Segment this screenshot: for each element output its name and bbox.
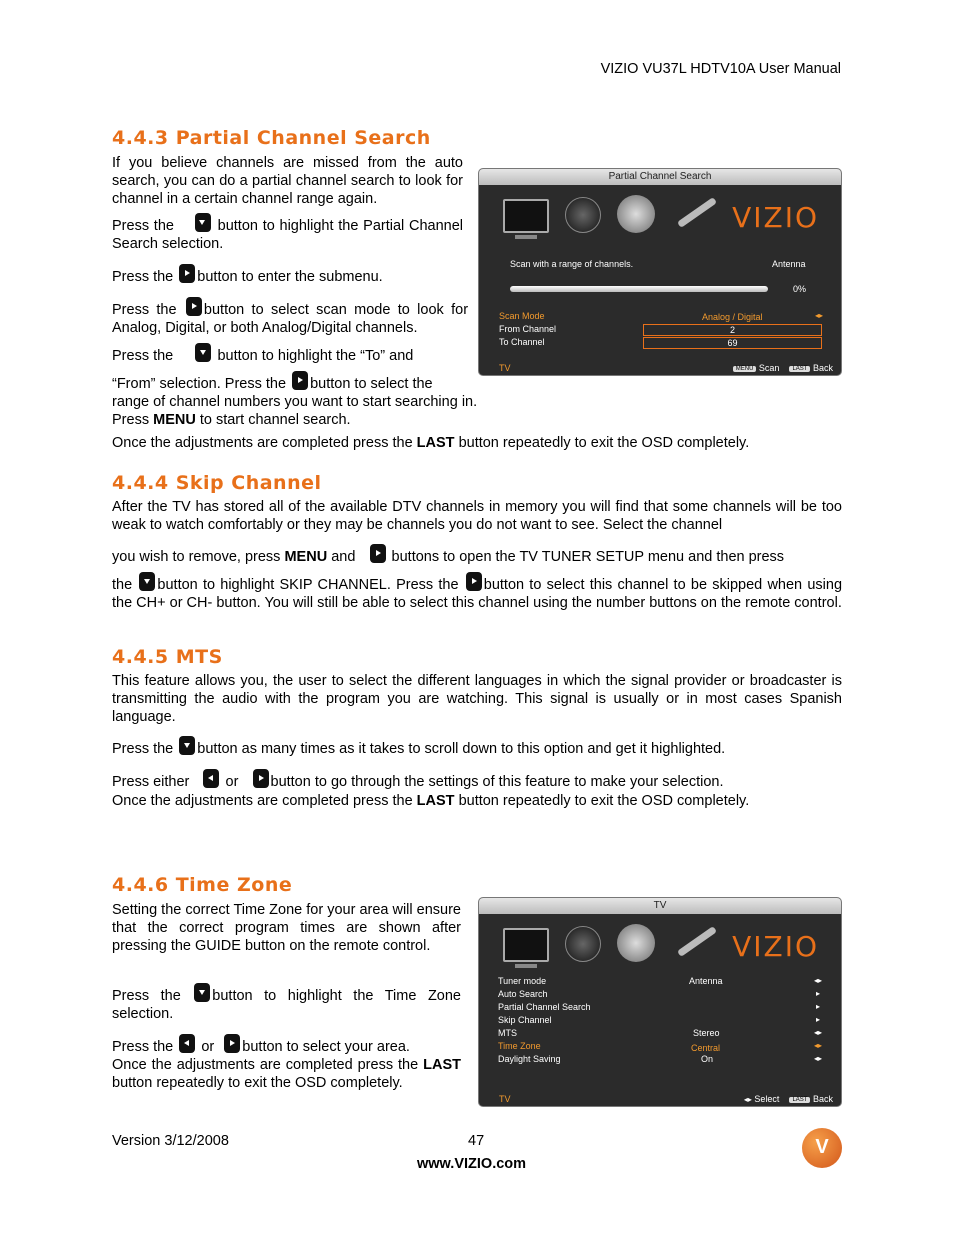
text: MENU	[153, 412, 196, 428]
paragraph	[112, 1056, 461, 1092]
to-channel-label: To Channel	[499, 337, 545, 347]
section-heading-partial-channel-search: 4.4.3 Partial Channel Search	[112, 127, 431, 149]
text: button repeatedly to exit the OSD completely.	[458, 793, 750, 809]
text: Once the adjustments are completed press the	[112, 435, 413, 451]
page-number: 47	[468, 1133, 485, 1149]
text: button as many times as it takes to scroll down to this option and get it highlighted.	[197, 741, 726, 757]
down-arrow-button-icon	[195, 213, 211, 232]
text: button to go through the settings of this feature to make your selection.	[270, 774, 724, 790]
osd-footer-hints	[744, 1094, 833, 1104]
text: LAST	[423, 1057, 461, 1073]
text: you wish to remove, press	[112, 549, 281, 565]
paragraph	[112, 792, 842, 810]
scan-description: Scan with a range of channels.	[510, 259, 634, 269]
text: Press the	[112, 741, 174, 757]
vizio-logo: VIZIO	[732, 930, 819, 963]
wrench-icon	[677, 926, 717, 957]
text: the	[112, 577, 133, 593]
osd-partial-channel-search-screenshot	[478, 168, 842, 376]
paragraph: Setting the correct Time Zone for your area will ensure that the correct program times are shown after pressing the GUIDE button on the remote control.	[112, 902, 461, 954]
left-right-arrows-icon: ◂▸	[815, 311, 824, 320]
osd-title: TV	[479, 898, 841, 914]
paragraph: After the TV has stored all of the available DTV channels in memory you will find that some channels will be too weak to watch comfortably or they may be channels you do not want to see. Select the channel	[112, 499, 842, 533]
text: “From” selection. Press the	[112, 376, 287, 392]
paragraph	[112, 572, 842, 612]
menu-item-label-selected: Time Zone	[498, 1041, 541, 1051]
menu-item-value: Antenna	[689, 976, 723, 986]
text: button repeatedly to exit the OSD completely.	[112, 1075, 403, 1091]
text: Once the adjustments are completed press the	[112, 1057, 419, 1073]
osd-tv-menu-screenshot	[478, 897, 842, 1107]
paragraph	[112, 297, 468, 337]
paragraph: This feature allows you, the user to select the different languages in which the signal provider or broadcaster is transmitting the audio with the program you are watching. This signal is usually or in most cases Spanish language.	[112, 673, 842, 725]
vizio-v-logo-icon	[802, 1128, 842, 1168]
text: MENU	[284, 549, 328, 565]
menu-item-label: MTS	[498, 1028, 517, 1038]
text: button to highlight the Partial Channel Search selection.	[112, 218, 463, 252]
audio-note-icon	[565, 197, 601, 233]
text: Press the	[112, 1039, 174, 1055]
back-hint: Back	[812, 363, 833, 373]
scan-progress-bar	[510, 286, 768, 292]
osd-footer-hints	[733, 363, 833, 373]
paragraph	[112, 1034, 461, 1056]
menu-item-label: Partial Channel Search	[498, 1002, 591, 1012]
paragraph	[112, 434, 842, 452]
menu-item-arrow-icon: ◂▸	[814, 1054, 823, 1063]
paragraph	[112, 544, 842, 566]
vizio-logo: VIZIO	[732, 201, 819, 234]
menu-item-arrow-icon: ◂▸	[814, 976, 823, 985]
menu-item-value: Stereo	[693, 1028, 720, 1038]
text: button to select scan mode to look for Analog, Digital, or both Analog/Digital channels.	[112, 302, 469, 336]
from-channel-label: From Channel	[499, 324, 557, 334]
tv-icon	[503, 928, 549, 962]
last-key-icon: LAST	[789, 366, 810, 372]
text: button to highlight SKIP CHANNEL. Press the	[157, 577, 459, 593]
text: Press the	[112, 218, 174, 234]
right-arrow-button-icon	[292, 371, 308, 390]
text: Press the	[112, 348, 174, 364]
menu-item-label: Tuner mode	[498, 976, 547, 986]
osd-footer-label: TV	[499, 1094, 511, 1104]
last-key-icon: LAST	[789, 1097, 810, 1103]
paragraph	[112, 213, 463, 253]
text: Press	[112, 412, 150, 428]
menu-item-label: Skip Channel	[498, 1015, 552, 1025]
paragraph	[112, 769, 842, 791]
paragraph	[112, 411, 612, 429]
osd-footer-label: TV	[499, 363, 511, 373]
text: or	[225, 774, 239, 790]
scan-mode-label: Scan Mode	[499, 311, 545, 321]
paragraph	[112, 371, 512, 411]
text: Press either	[112, 774, 190, 790]
scan-hint: Scan	[758, 363, 780, 373]
right-arrow-button-icon	[224, 1034, 240, 1053]
manual-title: VIZIO VU37L HDTV10A User Manual	[600, 61, 841, 77]
right-arrow-button-icon	[186, 297, 202, 316]
osd-icon-bar	[499, 924, 749, 974]
text: button repeatedly to exit the OSD completely.	[458, 435, 750, 451]
audio-note-icon	[565, 926, 601, 962]
text: LAST	[416, 435, 455, 451]
tv-icon	[503, 199, 549, 233]
left-arrow-button-icon	[203, 769, 219, 788]
menu-item-label: Daylight Saving	[498, 1054, 561, 1064]
text: button to highlight the Time Zone selection.	[112, 988, 461, 1022]
text: and	[331, 549, 356, 565]
right-arrow-button-icon	[253, 769, 269, 788]
left-right-arrows-icon: ◂▸	[743, 1095, 752, 1104]
down-arrow-button-icon	[179, 736, 195, 755]
paragraph	[112, 264, 463, 286]
menu-item-value-selected: Central	[691, 1043, 721, 1053]
menu-item-arrow-icon: ▸	[816, 1002, 821, 1011]
menu-item-arrow-icon: ▸	[816, 989, 821, 998]
menu-item-arrow-icon: ◂▸	[814, 1028, 823, 1037]
progress-label: 0%	[793, 284, 807, 294]
down-arrow-button-icon	[194, 983, 210, 1002]
right-arrow-button-icon	[370, 544, 386, 563]
menu-item-label: Auto Search	[498, 989, 548, 999]
down-arrow-button-icon	[195, 343, 211, 362]
paragraph	[112, 983, 461, 1023]
right-arrow-button-icon	[179, 264, 195, 283]
back-hint: Back	[812, 1094, 833, 1104]
left-arrow-button-icon	[179, 1034, 195, 1053]
paragraph	[112, 343, 463, 365]
menu-item-arrow-icon: ◂▸	[814, 1041, 823, 1050]
section-heading-mts: 4.4.5 MTS	[112, 646, 223, 668]
text: button to select your area.	[242, 1039, 410, 1055]
menu-key-icon: MENU	[733, 366, 757, 372]
right-arrow-button-icon	[466, 572, 482, 591]
paragraph	[112, 736, 842, 758]
text: button to select this channel to be skipped	[483, 577, 763, 593]
text: to start channel search.	[199, 412, 351, 428]
osd-title: Partial Channel Search	[479, 169, 841, 185]
text: button to select the	[310, 376, 433, 392]
antenna-globe-icon	[617, 924, 655, 962]
section-heading-skip-channel: 4.4.4 Skip Channel	[112, 472, 322, 494]
text: buttons to open the TV TUNER SETUP menu and then press	[391, 549, 785, 565]
to-channel-value: 69	[643, 337, 822, 349]
antenna-globe-icon	[617, 195, 655, 233]
text: Press the	[112, 269, 174, 285]
from-channel-value: 2	[643, 324, 822, 336]
text: Press the	[112, 988, 181, 1004]
source-value: Antenna	[772, 259, 806, 269]
wrench-icon	[677, 197, 717, 228]
text: button to highlight the “To” and	[217, 348, 414, 364]
text: range of channel numbers you want to start searching in.	[112, 394, 478, 410]
website-text: www.VIZIO.com	[417, 1156, 527, 1172]
section-heading-time-zone: 4.4.6 Time Zone	[112, 874, 293, 896]
text: Once the adjustments are completed press the	[112, 793, 413, 809]
text: LAST	[416, 793, 455, 809]
menu-item-value: On	[701, 1054, 714, 1064]
osd-icon-bar	[499, 195, 749, 245]
text: or	[201, 1039, 215, 1055]
text: when using the CH+ or CH- button. You will still be able to select this channel using the number buttons on the remote control.	[112, 577, 843, 611]
down-arrow-button-icon	[139, 572, 155, 591]
select-hint: Select	[754, 1094, 780, 1104]
version-text: Version 3/12/2008	[112, 1133, 229, 1149]
paragraph: If you believe channels are missed from the auto search, you can do a partial channel search to look for channel in a certain channel range again.	[112, 155, 463, 207]
text: button to enter the submenu.	[197, 269, 383, 285]
text: Press the	[112, 302, 177, 318]
menu-item-arrow-icon: ▸	[816, 1015, 821, 1024]
scan-mode-value: Analog / Digital	[702, 312, 763, 322]
